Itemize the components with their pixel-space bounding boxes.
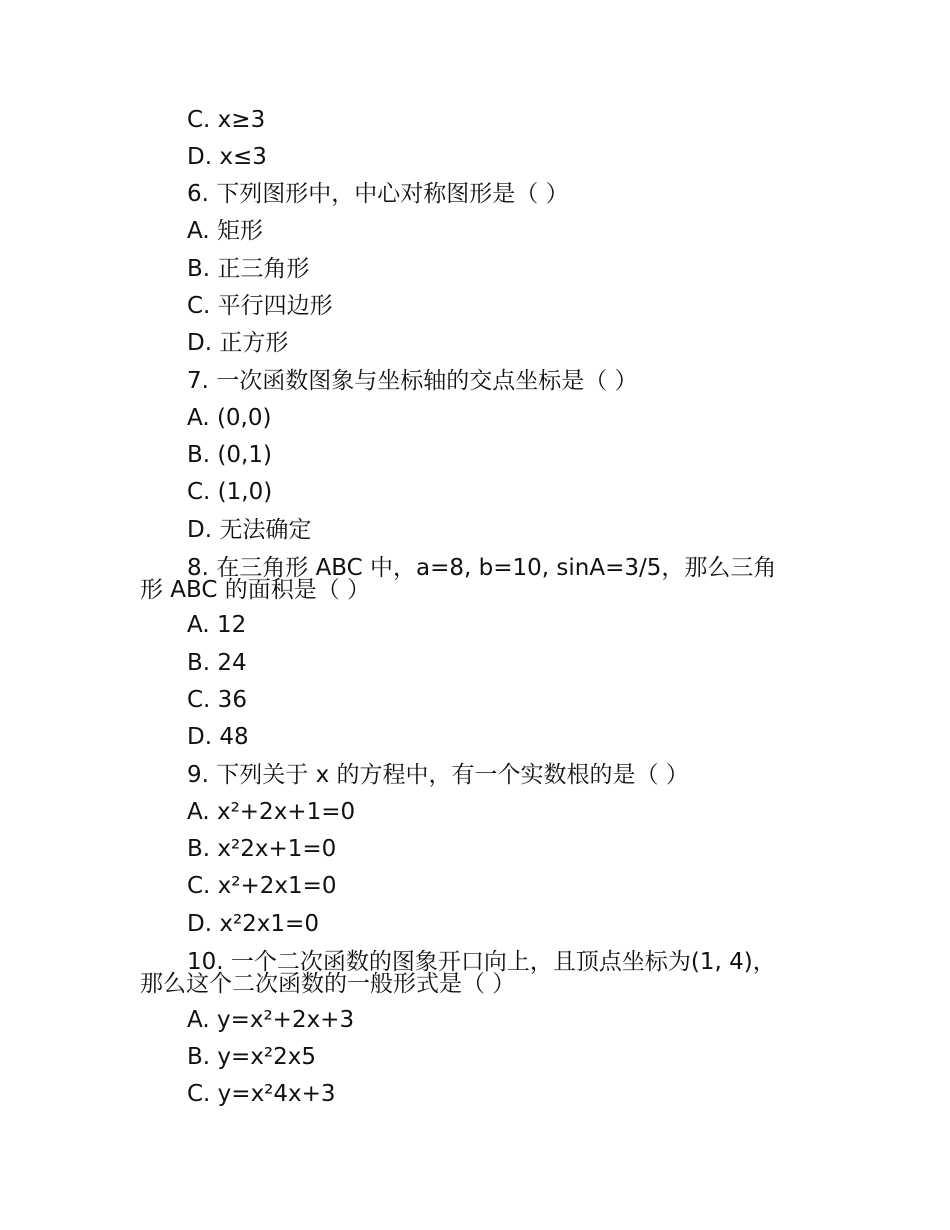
option-7c: C. (1,0) [187, 479, 273, 505]
option-6c: C. 平行四边形 [187, 293, 333, 319]
option-8b: B. 24 [187, 650, 247, 676]
question-10-line-2: 那么这个二次函数的一般形式是（ ） [140, 971, 516, 997]
option-10c: C. y=x²4x+3 [187, 1081, 336, 1107]
option-9c: C. x²+2x1=0 [187, 873, 337, 899]
option-6d: D. 正方形 [187, 330, 289, 356]
option-9d: D. x²2x1=0 [187, 911, 319, 937]
option-5c: C. x≥3 [187, 107, 266, 133]
option-8d: D. 48 [187, 724, 249, 750]
question-6: 6. 下列图形中，中心对称图形是（ ） [187, 181, 569, 207]
question-8-line-1: 8. 在三角形 ABC 中，a=8, b=10, sinA=3/5，那么三角 [187, 555, 777, 581]
question-7: 7. 一次函数图象与坐标轴的交点坐标是（ ） [187, 368, 638, 394]
option-7a: A. (0,0) [187, 405, 272, 431]
option-6a: A. 矩形 [187, 218, 263, 244]
question-10-line-1: 10. 一个二次函数的图象开口向上，且顶点坐标为(1, 4)， [187, 949, 776, 975]
option-7b: B. (0,1) [187, 442, 272, 468]
option-10a: A. y=x²+2x+3 [187, 1007, 355, 1033]
question-9: 9. 下列关于 x 的方程中，有一个实数根的是（ ） [187, 762, 689, 788]
option-9b: B. x²2x+1=0 [187, 836, 337, 862]
option-7d: D. 无法确定 [187, 517, 312, 543]
option-5d: D. x≤3 [187, 144, 267, 170]
option-6b: B. 正三角形 [187, 256, 310, 282]
option-8a: A. 12 [187, 612, 247, 638]
option-9a: A. x²+2x+1=0 [187, 799, 356, 825]
option-8c: C. 36 [187, 687, 247, 713]
question-8-line-2: 形 ABC 的面积是（ ） [140, 577, 371, 603]
option-10b: B. y=x²2x5 [187, 1044, 316, 1070]
